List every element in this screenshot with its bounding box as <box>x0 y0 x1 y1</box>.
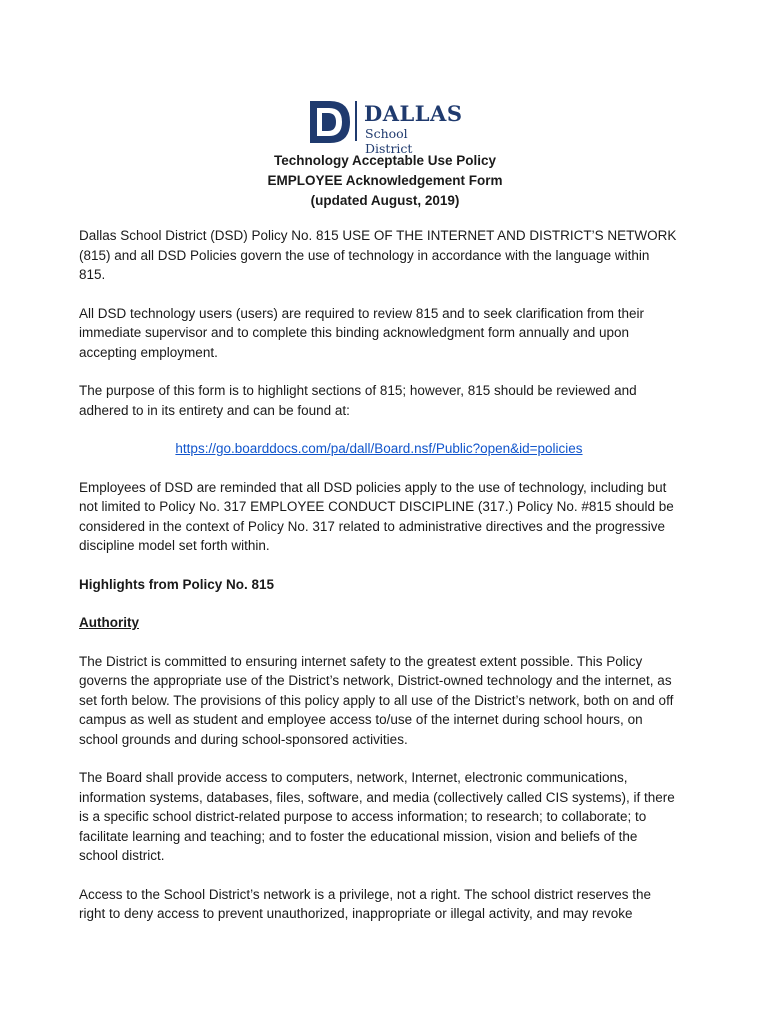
paragraph-purpose: The purpose of this form is to highlight sections of 815; however, 815 should be reviewed and adhered to in its entirety and can be found at: <box>79 383 637 418</box>
paragraph-privilege: Access to the School District’s network is a privilege, not a right. The school district reserves the right to deny access to prevent unauthorized, inappropriate or illegal activity, and may revoke <box>79 886 651 921</box>
title-line-2: EMPLOYEE Acknowledgement Form <box>267 173 503 188</box>
paragraph-authority: The District is committed to ensuring internet safety to the greatest extent possible. This Policy governs the appropriate use of the District’s network, District-owned technology and the internet, as set forth below. The provisions of this policy apply to all use of the District’s network, both on and off campus as well as student and employee access to/use of the internet during school hours, on school grounds and during school-sponsored activities. <box>79 653 674 747</box>
logo-subtitle: School District <box>365 126 413 156</box>
policies-link[interactable]: https://go.boarddocs.com/pa/dall/Board.nsf/Public?open&id=policies <box>175 441 583 456</box>
paragraph-employee-reminder: Employees of DSD are reminded that all DSD policies apply to the use of technology, including but not limited to Policy No. 317 EMPLOYEE CONDUCT DISCIPLINE (317.) Policy No. #815 should be considered in the context of Policy No. 317 related to administrative directives and the progressive discipline model set forth within. <box>79 479 674 553</box>
paragraph-review-requirement: All DSD technology users (users) are required to review 815 and to seek clarification from their immediate supervisor and to complete this binding acknowledgment form annually and upon accepting employment. <box>79 305 645 360</box>
district-logo <box>308 99 463 156</box>
title-line-1: Technology Acceptable Use Policy <box>273 153 497 168</box>
document-body <box>79 226 679 943</box>
form-title <box>0 151 770 211</box>
paragraph-board-access: The Board shall provide access to computers, network, Internet, electronic communications, information systems, databases, files, software, and media (collectively called CIS systems), if there is a specific school district-related purpose to access information; to research; to collaborate; to facilitate learning and teaching; and to foster the educational mission, vision and beliefs of the school district. <box>79 770 675 863</box>
paragraph-policy-intro: Dallas School District (DSD) Policy No. 815 USE OF THE INTERNET AND DISTRICT’S NETWORK (815) and all DSD Policies govern the use of technology in accordance with the language within 815. <box>79 228 677 282</box>
title-line-3: (updated August, 2019) <box>310 193 460 208</box>
authority-subheading: Authority <box>79 615 139 630</box>
logo-divider <box>355 101 357 141</box>
logo-name: DALLAS <box>364 101 463 126</box>
section-heading: Highlights from Policy No. 815 <box>79 576 275 592</box>
district-d-emblem-icon <box>308 99 352 145</box>
